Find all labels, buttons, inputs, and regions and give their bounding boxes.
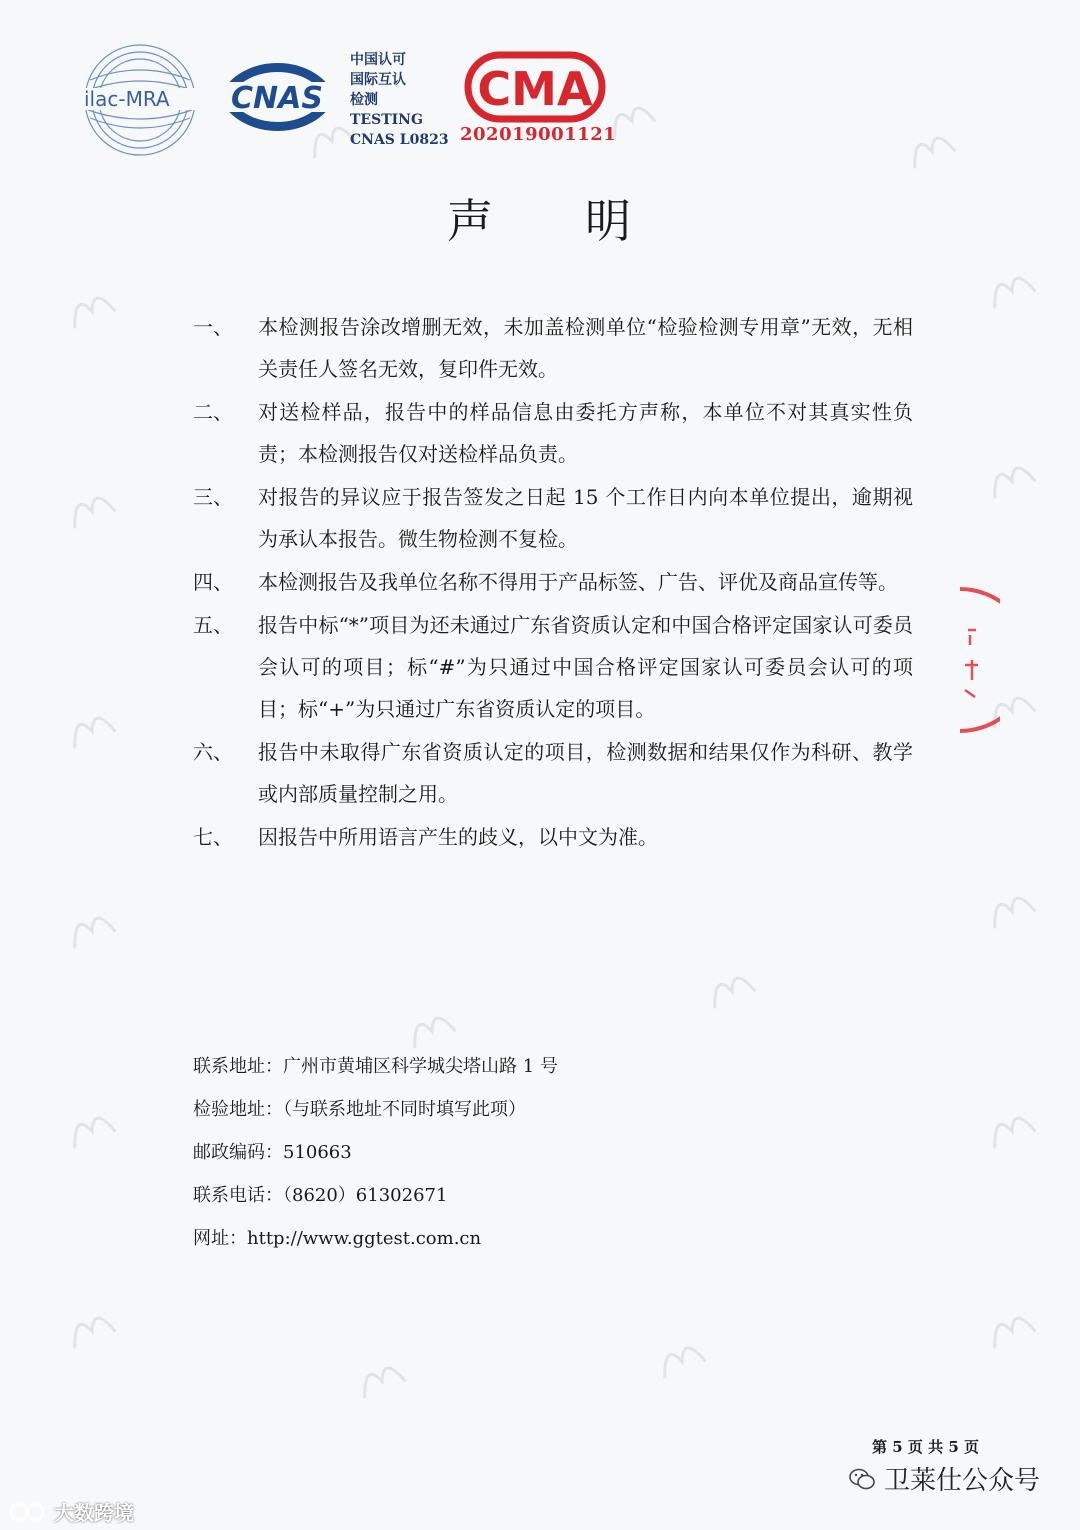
item-number: 四、 — [193, 570, 233, 594]
contact-phone: 联系电话：（8620）61302671 — [193, 1185, 448, 1206]
website: 网址：http://www.ggtest.com.cn — [193, 1228, 482, 1249]
cnas-text-line: CNAS L0823 — [350, 132, 449, 148]
list-item — [193, 731, 913, 815]
cnas-text-line: TESTING — [350, 112, 423, 128]
item-number: 七、 — [193, 825, 233, 849]
item-number: 一、 — [193, 315, 233, 339]
cnas-text-line: 国际互认 — [350, 72, 406, 88]
item-text: 报告中标“*”项目为还未通过广东省资质认定和中国合格评定国家认可委员会认可的项目；标“#”为只通过中国合格评定国家认可委员会认可的项目；标“+”为只通过广东省资质认定的项目。 — [258, 613, 913, 721]
faint-watermark-mark — [980, 880, 1050, 930]
postal-code: 邮政编码：510663 — [193, 1142, 352, 1163]
wechat-icon — [848, 1467, 876, 1491]
list-item — [193, 816, 913, 858]
faint-watermark-mark — [60, 280, 130, 330]
item-number: 三、 — [193, 485, 233, 509]
faint-watermark-mark — [980, 450, 1050, 500]
faint-watermark-mark — [350, 1350, 420, 1400]
brand-logo-icon — [8, 1501, 48, 1523]
page-title — [0, 185, 1080, 251]
declaration-list — [193, 306, 913, 859]
faint-watermark-mark — [60, 480, 130, 530]
title-char: 明 — [585, 194, 633, 248]
cma-logo — [460, 47, 610, 127]
item-number: 五、 — [193, 613, 233, 637]
faint-watermark-mark — [60, 1100, 130, 1150]
item-text: 本检测报告及我单位名称不得用于产品标签、广告、评优及商品宣传等。 — [258, 570, 898, 594]
item-text: 对报告的异议应于报告签发之日起 15 个工作日内向本单位提出，逾期视为承认本报告。微生物检测不复检。 — [258, 485, 913, 551]
faint-watermark-mark — [400, 1000, 470, 1050]
faint-watermark-mark — [60, 900, 130, 950]
cma-certificate-number: 202019001121 — [460, 124, 617, 145]
list-item — [193, 476, 913, 560]
contact-address: 联系地址：广州市黄埔区科学城尖塔山路 1 号 — [193, 1056, 558, 1077]
faint-watermark-mark — [980, 260, 1050, 310]
svg-text:CMA: CMA — [477, 62, 593, 116]
list-item — [193, 391, 913, 475]
inspection-address: 检验地址：（与联系地址不同时填写此项） — [193, 1099, 526, 1120]
red-seal-stamp — [950, 585, 1000, 735]
page-number: 第 5 页 共 5 页 — [872, 1438, 979, 1456]
item-text: 对送检样品，报告中的样品信息由委托方声称，本单位不对其真实性负责；本检测报告仅对送检样品负责。 — [258, 400, 913, 466]
cnas-logo — [215, 52, 340, 142]
cnas-text-line: 中国认可 — [350, 52, 406, 68]
item-text: 因报告中所用语言产生的歧义，以中文为准。 — [258, 825, 658, 849]
item-text: 本检测报告涂改增删无效，未加盖检测单位“检验检测专用章”无效，无相关责任人签名无效，复印件无效。 — [258, 315, 913, 381]
item-number: 二、 — [193, 400, 233, 424]
svg-text:ilac-MRA: ilac-MRA — [84, 87, 170, 111]
faint-watermark-mark — [60, 1300, 130, 1350]
faint-watermark-mark — [980, 1300, 1050, 1350]
faint-watermark-mark — [900, 120, 970, 170]
cnas-accreditation-text — [350, 50, 460, 150]
list-item — [193, 604, 913, 730]
faint-watermark-mark — [650, 1330, 720, 1380]
title-char: 声 — [447, 194, 495, 248]
faint-watermark-mark — [60, 700, 130, 750]
wechat-watermark — [848, 1460, 1040, 1497]
ilac-mra-logo — [80, 40, 200, 160]
source-name: 大数跨境 — [54, 1501, 134, 1525]
source-watermark — [8, 1497, 134, 1526]
faint-watermark-mark — [980, 1100, 1050, 1150]
svg-text:CNAS: CNAS — [231, 81, 323, 116]
list-item — [193, 306, 913, 390]
cnas-text-line: 检测 — [350, 92, 378, 108]
list-item — [193, 561, 913, 603]
item-text: 报告中未取得广东省资质认定的项目，检测数据和结果仅作为科研、教学或内部质量控制之用。 — [258, 740, 913, 806]
item-number: 六、 — [193, 740, 233, 764]
contact-info — [193, 1045, 793, 1260]
wechat-account-name: 卫莱仕公众号 — [884, 1466, 1041, 1496]
faint-watermark-mark — [700, 960, 770, 1010]
